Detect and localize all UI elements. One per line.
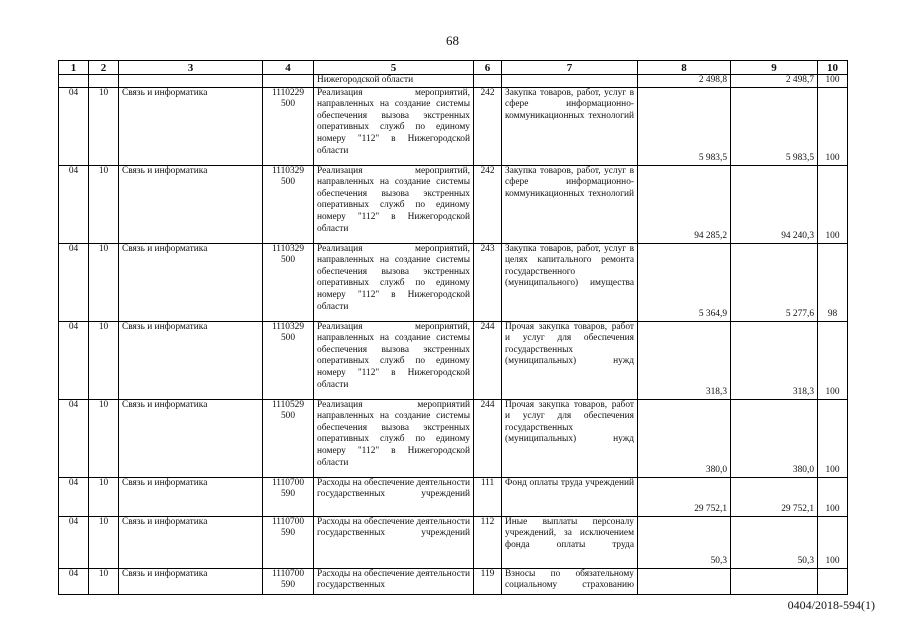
cell-percent (818, 568, 848, 594)
table-row (59, 568, 848, 594)
cell-expense-name: Иные выплаты персоналу учреждений, за исключением фонда оплаты труда (502, 516, 638, 568)
cell-target-article: 1110700 590 (263, 516, 314, 568)
cell-executed: 380,0 (731, 399, 818, 477)
cell-target-article: 1110329 500 (263, 165, 314, 243)
cell-section-name: Связь и информатика (119, 516, 263, 568)
cell-expense-name: Взносы по обязательному социальному страхованию (502, 568, 638, 594)
cell-target-article: 1110529 500 (263, 399, 314, 477)
cell-percent: 100 (818, 165, 848, 243)
cell-section: 04 (59, 87, 89, 165)
column-header: 7 (502, 61, 638, 75)
column-header: 1 (59, 61, 89, 75)
cell-article-name: Реализация мероприятий, направленных на создание системы обеспечения вызова экстренных оперативных служб по единому номеру "112" в Нижегородской области (314, 243, 474, 321)
document-code: 0404/2018-594(1) (787, 598, 875, 612)
column-header: 2 (89, 61, 119, 75)
cell-expense-type: 242 (474, 87, 502, 165)
cell-subsection (89, 75, 119, 88)
cell-section: 04 (59, 568, 89, 594)
cell-subsection: 10 (89, 87, 119, 165)
cell-expense-name: Закупка товаров, работ, услуг в сфере информационно-коммуникационных технологий (502, 165, 638, 243)
cell-planned: 380,0 (638, 399, 731, 477)
cell-subsection: 10 (89, 568, 119, 594)
column-header: 3 (119, 61, 263, 75)
column-header: 5 (314, 61, 474, 75)
cell-section: 04 (59, 477, 89, 516)
column-header: 10 (818, 61, 848, 75)
cell-article-name: Нижегородской области (314, 75, 474, 88)
table-row (59, 477, 848, 516)
cell-target-article: 1110329 500 (263, 243, 314, 321)
cell-executed: 29 752,1 (731, 477, 818, 516)
column-header: 4 (263, 61, 314, 75)
cell-section-name (119, 75, 263, 88)
cell-percent: 100 (818, 87, 848, 165)
cell-expense-type: 119 (474, 568, 502, 594)
cell-target-article: 1110229 500 (263, 87, 314, 165)
cell-percent: 100 (818, 321, 848, 399)
column-header: 6 (474, 61, 502, 75)
cell-planned: 5 364,9 (638, 243, 731, 321)
cell-expense-type: 242 (474, 165, 502, 243)
cell-target-article: 1110700 590 (263, 477, 314, 516)
cell-executed: 318,3 (731, 321, 818, 399)
table-row (59, 399, 848, 477)
cell-percent: 98 (818, 243, 848, 321)
cell-planned: 2 498,8 (638, 75, 731, 88)
cell-article-name: Расходы на обеспечение деятельности государственных учреждений (314, 516, 474, 568)
cell-planned: 29 752,1 (638, 477, 731, 516)
cell-percent: 100 (818, 516, 848, 568)
cell-expense-type: 244 (474, 321, 502, 399)
cell-expense-type: 111 (474, 477, 502, 516)
table-row (59, 87, 848, 165)
cell-expense-name: Прочая закупка товаров, работ и услуг для обеспечения государственных (муниципальных) нужд (502, 321, 638, 399)
table-row (59, 75, 848, 88)
cell-section-name: Связь и информатика (119, 321, 263, 399)
cell-subsection: 10 (89, 399, 119, 477)
cell-section-name: Связь и информатика (119, 87, 263, 165)
cell-section: 04 (59, 516, 89, 568)
cell-section-name: Связь и информатика (119, 243, 263, 321)
column-header: 8 (638, 61, 731, 75)
cell-expense-name: Закупка товаров, работ, услуг в целях капитального ремонта государственного (муниципального) имущества (502, 243, 638, 321)
cell-executed: 2 498,7 (731, 75, 818, 88)
column-header: 9 (731, 61, 818, 75)
cell-article-name: Реализация мероприятий, направленных на создание системы обеспечения вызова экстренных оперативных служб по единому номеру "112" в Нижегородской области (314, 165, 474, 243)
cell-article-name: Реализация мероприятий направленных на создание системы обеспечения вызова экстренных оперативных служб по единому номеру "112" в Нижегородской области (314, 399, 474, 477)
cell-percent: 100 (818, 477, 848, 516)
cell-planned: 94 285,2 (638, 165, 731, 243)
cell-target-article: 1110700 590 (263, 568, 314, 594)
cell-expense-name: Фонд оплаты труда учреждений (502, 477, 638, 516)
cell-planned (638, 568, 731, 594)
table-row (59, 516, 848, 568)
cell-percent: 100 (818, 399, 848, 477)
cell-planned: 50,3 (638, 516, 731, 568)
cell-article-name: Реализация мероприятий, направленных на создание системы обеспечения вызова экстренных оперативных служб по единому номеру "112" в Нижегородской области (314, 87, 474, 165)
cell-expense-type: 112 (474, 516, 502, 568)
cell-subsection: 10 (89, 165, 119, 243)
cell-subsection: 10 (89, 243, 119, 321)
table-row (59, 321, 848, 399)
cell-expense-type (474, 75, 502, 88)
cell-target-article (263, 75, 314, 88)
cell-expense-type: 243 (474, 243, 502, 321)
cell-section: 04 (59, 399, 89, 477)
cell-subsection: 10 (89, 477, 119, 516)
table-header-row (59, 61, 848, 75)
cell-target-article: 1110329 500 (263, 321, 314, 399)
cell-planned: 318,3 (638, 321, 731, 399)
cell-executed: 50,3 (731, 516, 818, 568)
table-row (59, 243, 848, 321)
cell-section: 04 (59, 321, 89, 399)
cell-percent: 100 (818, 75, 848, 88)
cell-executed: 94 240,3 (731, 165, 818, 243)
page-number: 68 (446, 33, 459, 48)
cell-section-name: Связь и информатика (119, 399, 263, 477)
cell-section-name: Связь и информатика (119, 477, 263, 516)
cell-section-name: Связь и информатика (119, 165, 263, 243)
cell-expense-name (502, 75, 638, 88)
cell-planned: 5 983,5 (638, 87, 731, 165)
cell-subsection: 10 (89, 321, 119, 399)
cell-expense-type: 244 (474, 399, 502, 477)
cell-expense-name: Прочая закупка товаров, работ и услуг для обеспечения государственных (муниципальных) нужд (502, 399, 638, 477)
cell-section (59, 75, 89, 88)
budget-table (58, 60, 848, 595)
cell-article-name: Расходы на обеспечение деятельности государственных (314, 568, 474, 594)
cell-article-name: Реализация мероприятий, направленных на создание системы обеспечения вызова экстренных оперативных служб по единому номеру "112" в Нижегородской области (314, 321, 474, 399)
cell-executed: 5 277,6 (731, 243, 818, 321)
cell-expense-name: Закупка товаров, работ, услуг в сфере информационно-коммуникационных технологий (502, 87, 638, 165)
cell-article-name: Расходы на обеспечение деятельности государственных учреждений (314, 477, 474, 516)
cell-subsection: 10 (89, 516, 119, 568)
cell-section-name: Связь и информатика (119, 568, 263, 594)
cell-section: 04 (59, 243, 89, 321)
cell-executed (731, 568, 818, 594)
table-row (59, 165, 848, 243)
cell-executed: 5 983,5 (731, 87, 818, 165)
cell-section: 04 (59, 165, 89, 243)
